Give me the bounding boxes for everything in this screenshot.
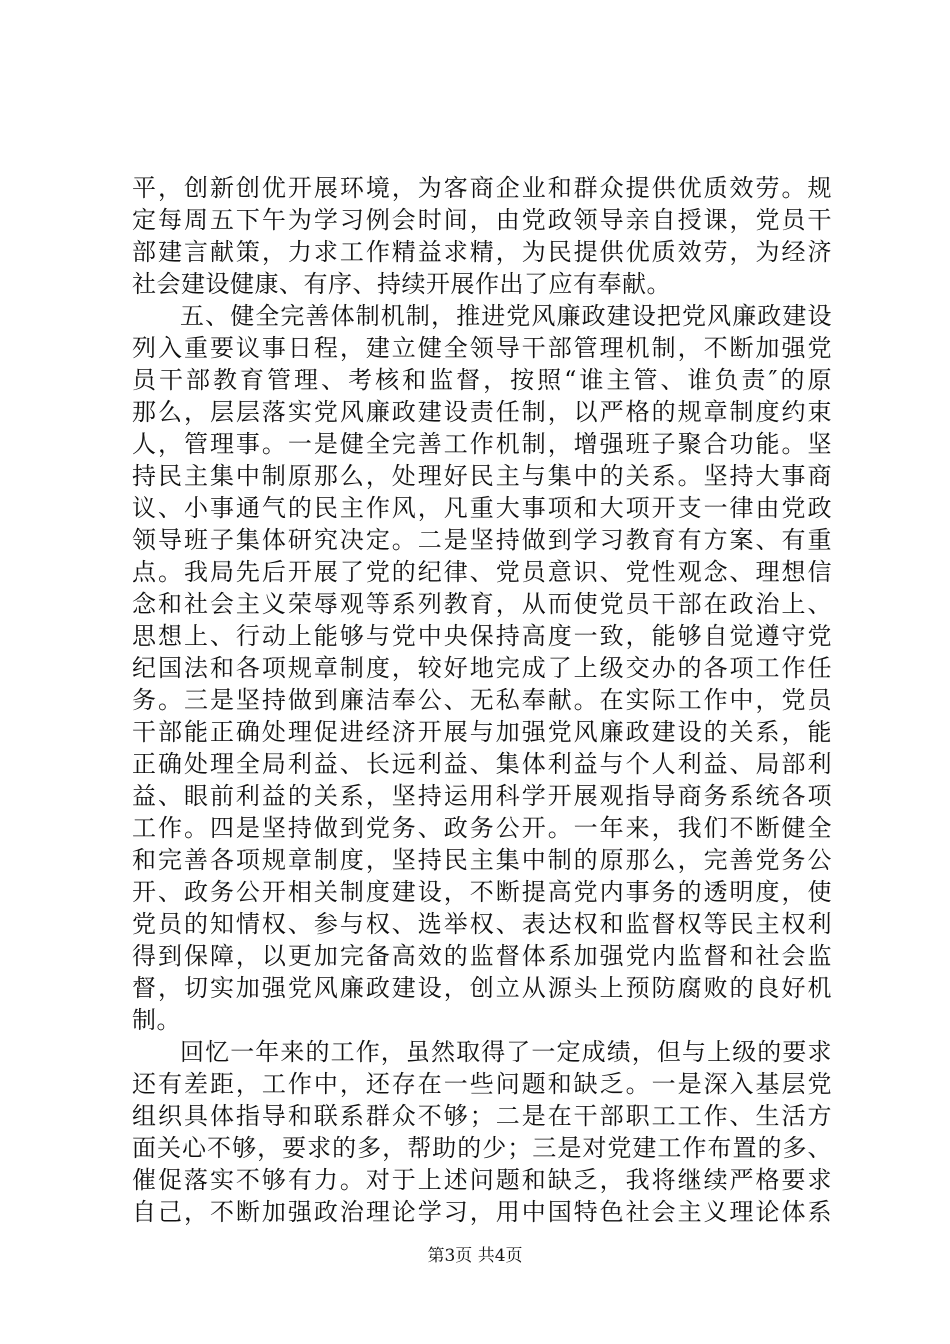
text-line: 那么，层层落实党风廉政建设责任制，以严格的规章制度约束 <box>132 398 832 426</box>
text-line: 思想上、行动上能够与党中央保持高度一致，能够自觉遵守党 <box>132 622 832 650</box>
text-line: 益、眼前利益的关系，坚持运用科学开展观指导商务系统各项 <box>132 782 832 810</box>
document-body <box>132 172 832 1228</box>
text-line: 人，管理事。一是健全完善工作机制，增强班子聚合功能。坚 <box>132 430 832 458</box>
text-line: 组织具体指导和联系群众不够；二是在干部职工工作、生活方 <box>132 1102 832 1130</box>
text-line: 平，创新创优开展环境，为客商企业和群众提供优质效劳。规 <box>132 174 832 202</box>
page-number-label: 第3页 共4页 <box>427 1246 523 1266</box>
text-line: 正确处理全局利益、长远利益、集体利益与个人利益、局部利 <box>132 750 832 778</box>
text-line: 督，切实加强党风廉政建设，创立从源头上预防腐败的良好机 <box>132 974 832 1002</box>
text-line: 纪国法和各项规章制度，较好地完成了上级交办的各项工作任 <box>132 654 832 682</box>
text-line: 议、小事通气的民主作风，凡重大事项和大项开支一律由党政 <box>132 494 832 522</box>
text-line: 干部能正确处理促进经济开展与加强党风廉政建设的关系，能 <box>132 718 832 746</box>
text-line: 开、政务公开相关制度建设，不断提高党内事务的透明度，使 <box>132 878 832 906</box>
text-line: 回忆一年来的工作，虽然取得了一定成绩，但与上级的要求 <box>180 1038 832 1066</box>
text-line: 得到保障，以更加完备高效的监督体系加强党内监督和社会监 <box>132 942 832 970</box>
text-line: 务。三是坚持做到廉洁奉公、无私奉献。在实际工作中，党员 <box>132 686 832 714</box>
text-line: 和完善各项规章制度，坚持民主集中制的原那么，完善党务公 <box>132 846 832 874</box>
text-line: 五、健全完善体制机制，推进党风廉政建设把党风廉政建设 <box>180 302 832 330</box>
text-line: 催促落实不够有力。对于上述问题和缺乏，我将继续严格要求 <box>132 1166 832 1194</box>
text-line: 自己，不断加强政治理论学习，用中国特色社会主义理论体系 <box>132 1198 832 1226</box>
text-line: 念和社会主义荣辱观等系列教育，从而使党员干部在政治上、 <box>132 590 832 618</box>
text-line: 员干部教育管理、考核和监督，按照“谁主管、谁负责″的原 <box>132 366 832 394</box>
text-line: 工作。四是坚持做到党务、政务公开。一年来，我们不断健全 <box>132 814 832 842</box>
text-line: 点。我局先后开展了党的纪律、党员意识、党性观念、理想信 <box>132 558 832 586</box>
page-footer <box>0 1245 950 1267</box>
text-line: 还有差距，工作中，还存在一些问题和缺乏。一是深入基层党 <box>132 1070 832 1098</box>
text-line: 面关心不够，要求的多，帮助的少；三是对党建工作布置的多、 <box>132 1134 832 1162</box>
text-line: 党员的知情权、参与权、选举权、表达权和监督权等民主权利 <box>132 910 832 938</box>
text-line: 持民主集中制原那么，处理好民主与集中的关系。坚持大事商 <box>132 462 832 490</box>
text-line: 列入重要议事日程，建立健全领导干部管理机制，不断加强党 <box>132 334 832 362</box>
text-line: 制。 <box>132 1006 181 1034</box>
text-line: 社会建设健康、有序、持续开展作出了应有奉献。 <box>132 270 671 298</box>
text-line: 部建言献策，力求工作精益求精，为民提供优质效劳，为经济 <box>132 238 832 266</box>
text-line: 领导班子集体研究决定。二是坚持做到学习教育有方案、有重 <box>132 526 832 554</box>
text-line: 定每周五下午为学习例会时间，由党政领导亲自授课，党员干 <box>132 206 832 234</box>
